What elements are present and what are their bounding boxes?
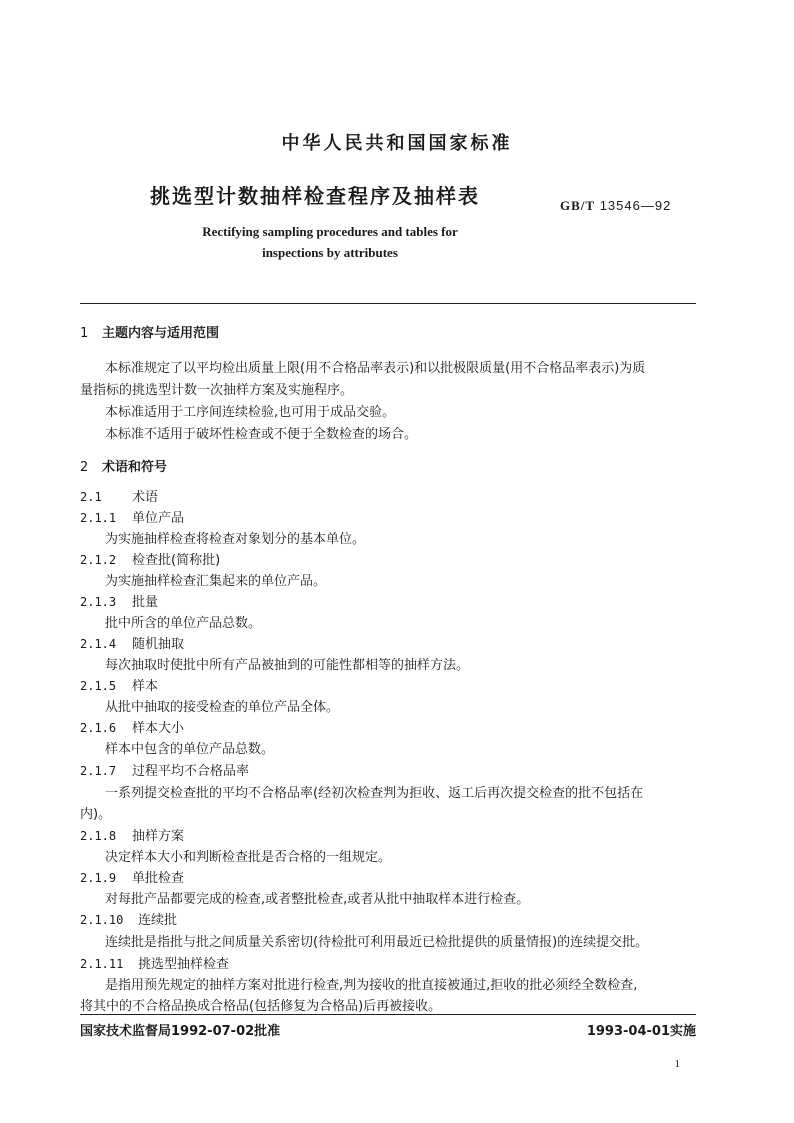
term-number: 2.1.9 — [80, 871, 117, 885]
term-number: 2.1.1 — [80, 511, 117, 525]
term-number: 2.1.6 — [80, 721, 117, 735]
term-definition: 为实施抽样检查将检查对象划分的基本单位。 — [105, 532, 366, 547]
section-2-title: 术语和符号 — [102, 460, 168, 475]
term-2-1-11 — [80, 953, 229, 972]
term-name: 抽样方案 — [132, 829, 185, 844]
term-name: 单位产品 — [132, 511, 185, 526]
term-name: 样本大小 — [132, 721, 185, 736]
term-definition: 一系列提交检查批的平均不合格品率(经初次检查判为拒收、返工后再次提交检查的批不包括在 — [105, 786, 644, 801]
term-number: 2.1.10 — [80, 913, 124, 927]
term-2-1-6 — [80, 717, 184, 736]
term-definition: 连续批是指批与批之间质量关系密切(待检批可利用最近已检批提供的质量情报)的连续提交批。 — [105, 935, 649, 950]
term-number: 2.1.4 — [80, 637, 117, 651]
section-2-heading — [80, 456, 167, 475]
section-1-number: 1 — [80, 326, 89, 341]
term-2-1-3 — [80, 591, 158, 610]
document-title: 挑选型计数抽样检查程序及抽样表 — [150, 184, 480, 208]
term-2-1-8 — [80, 825, 184, 844]
term-number: 2.1.5 — [80, 679, 117, 693]
term-2-1-1 — [80, 507, 184, 526]
english-title-line-1: Rectifying sampling procedures and tables for — [202, 224, 458, 239]
term-number: 2.1.2 — [80, 553, 117, 567]
term-name: 批量 — [132, 595, 159, 610]
term-definition: 为实施抽样检查汇集起来的单位产品。 — [105, 574, 327, 589]
term-2-1-9 — [80, 867, 184, 886]
term-2-1-4 — [80, 633, 184, 652]
approval-line: 国家技术监督局1992-07-02批准 — [80, 1024, 281, 1039]
term-definition-continued: 内)。 — [80, 807, 112, 822]
implementation-date: 1993-04-01实施 — [586, 1024, 696, 1039]
footer-divider — [80, 1014, 696, 1015]
term-number: 2.1.3 — [80, 595, 117, 609]
term-definition: 每次抽取时使批中所有产品被抽到的可能性都相等的抽样方法。 — [105, 658, 470, 673]
section-1-para-1-line-1: 本标准规定了以平均检出质量上限(用不合格品率表示)和以批极限质量(用不合格品率表示)为质 — [105, 361, 646, 376]
term-definition: 从批中抽取的接受检查的单位产品全体。 — [105, 700, 340, 715]
term-definition: 批中所含的单位产品总数。 — [105, 616, 262, 631]
section-1-para-2: 本标准适用于工序间连续检验,也可用于成品交验。 — [105, 405, 396, 420]
term-name: 过程平均不合格品率 — [132, 764, 250, 779]
section-1-heading — [80, 322, 219, 341]
term-name: 挑选型抽样检查 — [138, 957, 230, 972]
term-definition: 对每批产品都要完成的检查,或者整批检查,或者从批中抽取样本进行检查。 — [105, 892, 530, 907]
term-2-1-2 — [80, 549, 220, 568]
term-name: 连续批 — [138, 913, 178, 928]
header-divider — [80, 303, 696, 304]
term-definition: 决定样本大小和判断检查批是否合格的一组规定。 — [105, 850, 392, 865]
term-2-1-10 — [80, 909, 177, 928]
english-title-line-2: inspections by attributes — [262, 245, 398, 260]
term-definition-continued: 将其中的不合格品换成合格品(包括修复为合格品)后再被接收。 — [80, 999, 442, 1014]
section-1-para-3: 本标准不适用于破坏性检查或不便于全数检查的场合。 — [105, 427, 418, 442]
term-name: 单批检查 — [132, 871, 185, 886]
term-number: 2.1.11 — [80, 957, 124, 971]
page-number: 1 — [674, 1058, 680, 1070]
term-name: 样本 — [132, 679, 159, 694]
section-1-para-1-line-2: 量指标的挑选型计数一次抽样方案及实施程序。 — [80, 383, 354, 398]
term-2-1-5 — [80, 675, 158, 694]
standard-code-prefix: GB/T — [560, 198, 596, 213]
term-number: 2.1.7 — [80, 764, 117, 778]
term-definition: 是指用预先规定的抽样方案对批进行检查,判为接收的批直接被通过,拒收的批必须经全数检查, — [105, 978, 638, 993]
section-2-number: 2 — [80, 460, 89, 475]
term-name: 随机抽取 — [132, 637, 185, 652]
term-2-1 — [80, 486, 158, 505]
term-2-1-7 — [80, 760, 249, 779]
standard-code — [560, 198, 671, 214]
term-name: 检查批(简称批) — [132, 553, 221, 568]
term-name: 术语 — [132, 490, 159, 505]
term-number: 2.1 — [80, 490, 102, 504]
section-1-title: 主题内容与适用范围 — [102, 326, 220, 341]
national-standard-heading: 中华人民共和国国家标准 — [281, 133, 513, 154]
standard-code-number: 13546—92 — [599, 198, 672, 213]
term-definition: 样本中包含的单位产品总数。 — [105, 742, 275, 757]
term-number: 2.1.8 — [80, 829, 117, 843]
